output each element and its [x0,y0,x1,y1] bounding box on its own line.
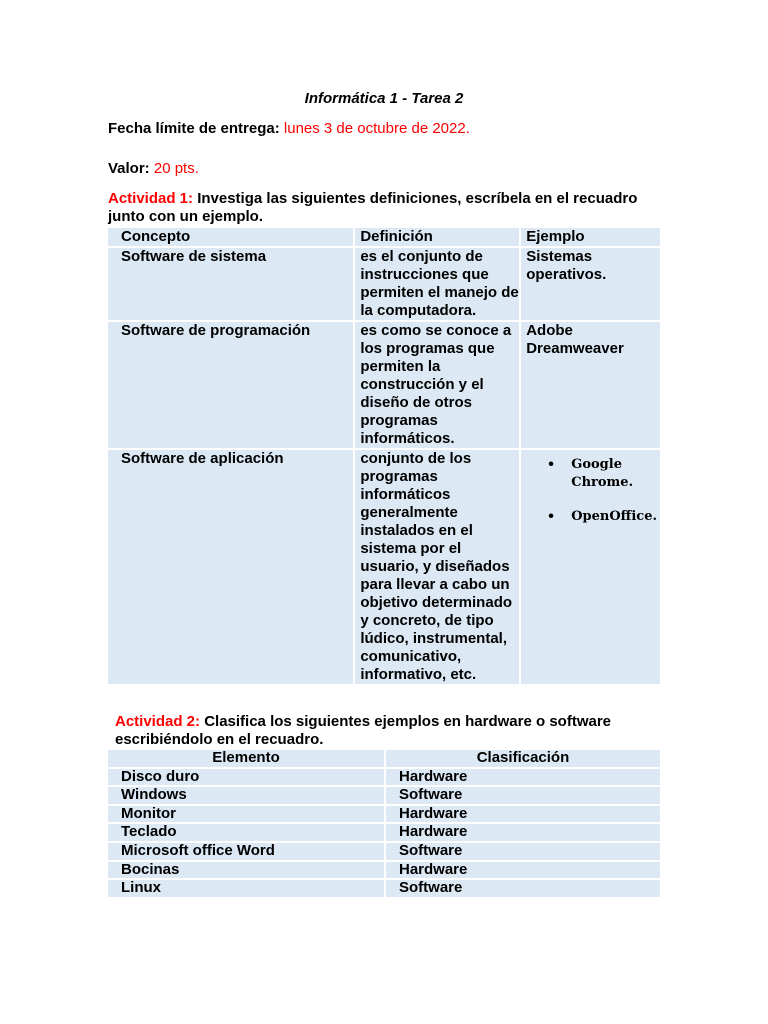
deadline-value: lunes 3 de octubre de 2022. [283,120,470,137]
class-cell: Hardware [386,769,660,786]
element-cell: Disco duro [108,769,384,786]
example-list [526,456,660,526]
valor-label: Valor: [108,160,150,177]
class-cell: Hardware [386,824,660,841]
table-row [108,824,660,841]
class-cell: Software [386,787,660,804]
valor-value: 20 pts. [153,160,199,177]
definition-cell: es como se conoce a los programas que permiten la construcción y el diseño de otros programas informáticos. [355,322,519,448]
header-ejemplo: Ejemplo [521,228,660,246]
valor-line [108,160,199,177]
table-row [108,843,660,860]
activity2-text: Clasifica los siguientes ejemplos en hardware o software escribiéndolo en el recuadro. [115,713,612,748]
class-cell: Software [386,843,660,860]
class-cell: Hardware [386,806,660,823]
table-header-row [108,228,660,246]
element-cell: Microsoft office Word [108,843,384,860]
table-row [108,769,660,786]
document-title: Informática 1 - Tarea 2 [304,90,464,107]
activity1-instructions [108,190,668,226]
table-row [108,450,660,684]
table-row [108,862,660,879]
element-cell: Linux [108,880,384,897]
concept-cell: Software de aplicación [108,450,353,684]
element-cell: Bocinas [108,862,384,879]
table-header-row [108,750,660,767]
deadline-label: Fecha límite de entrega: [108,120,280,137]
class-cell: Software [386,880,660,897]
header-clasificacion: Clasificación [386,750,660,767]
header-elemento: Elemento [108,750,384,767]
example-cell: Sistemas operativos. [521,248,660,320]
header-concepto: Concepto [108,228,353,246]
activity1-text: Investiga las siguientes definiciones, escríbela en el recuadro junto con un ejemplo. [108,190,638,225]
activity1-label: Actividad 1: [108,190,194,207]
deadline-line [108,120,470,137]
element-cell: Teclado [108,824,384,841]
activity2-instructions [115,713,675,749]
list-item: • OpenOffice. [526,508,660,526]
element-cell: Monitor [108,806,384,823]
example-cell: Adobe Dreamweaver [521,322,660,448]
definition-cell: es el conjunto de instrucciones que permiten el manejo de la computadora. [355,248,519,320]
table-row [108,806,660,823]
element-cell: Windows [108,787,384,804]
class-cell: Hardware [386,862,660,879]
table-row [108,248,660,320]
table-row [108,322,660,448]
header-definicion: Definición [355,228,519,246]
list-item: • Google Chrome. [526,456,660,492]
table-row [108,787,660,804]
definition-cell: conjunto de los programas informáticos generalmente instalados en el sistema por el usuario, y diseñados para llevar a cabo un objetivo determinado y concreto, de tipo lúdico, instrumental, comunicativo, informativo, etc. [355,450,519,684]
example-cell [521,450,660,684]
concept-cell: Software de sistema [108,248,353,320]
definitions-table [106,226,662,686]
table-row [108,880,660,897]
activity2-label: Actividad 2: [115,713,201,730]
concept-cell: Software de programación [108,322,353,448]
classification-table [106,748,662,899]
